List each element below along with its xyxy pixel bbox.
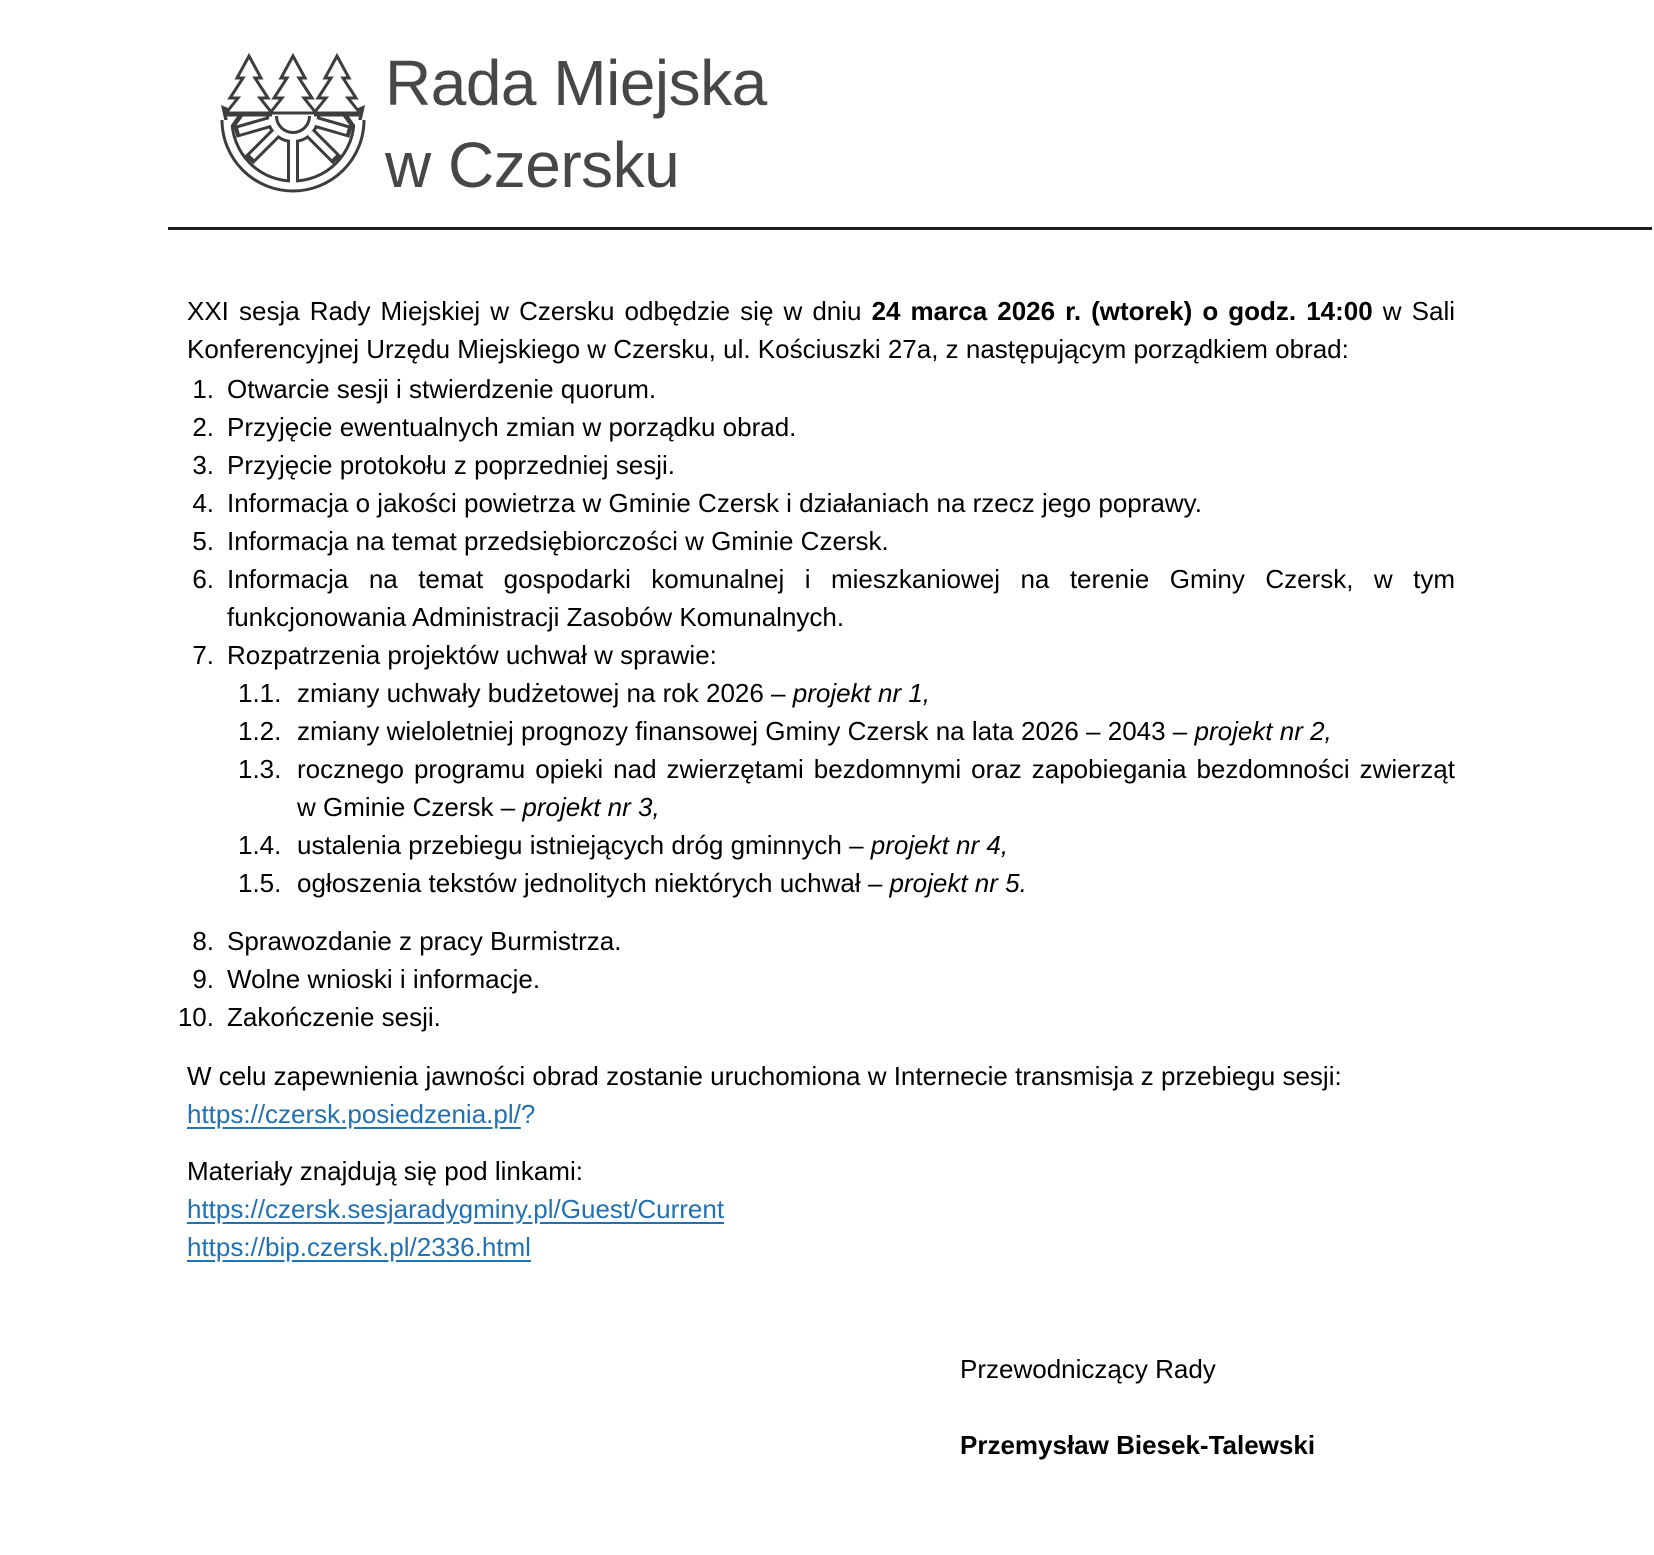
transmission-link-suffix: ? <box>520 1099 536 1129</box>
agenda-item-7 <box>170 636 1455 674</box>
agenda-item-6 <box>170 560 1455 636</box>
item-text: Wolne wnioski i informacje. <box>227 964 541 994</box>
item-number: 3. <box>192 450 214 480</box>
agenda-subitem-1-2 <box>238 712 1455 750</box>
signer-name: Przemysław Biesek-Talewski <box>960 1430 1316 1460</box>
item-text: Przyjęcie protokołu z poprzedniej sesji. <box>227 450 675 480</box>
subitem-text: rocznego programu opieki nad zwierzętami bezdomnymi oraz zapobiegania bezdomności zwierząt w Gminie Czersk – projekt nr 3, <box>297 754 1455 822</box>
intro-paragraph <box>187 292 1455 368</box>
agenda-item-9 <box>170 960 1455 998</box>
intro-lead: XXI sesja Rady Miejskiej w Czersku odbędzie się w dniu <box>187 296 872 326</box>
agenda-subitem-1-5 <box>238 864 1455 902</box>
agenda-subitem-1-3 <box>238 750 1455 826</box>
organization-name <box>385 42 767 206</box>
subitem-text: zmiany wieloletniej prognozy finansowej Gminy Czersk na lata 2026 – 2043 – projekt nr 2, <box>297 716 1332 746</box>
item-text: Informacja na temat przedsiębiorczości w Gminie Czersk. <box>227 526 889 556</box>
signature-block <box>960 1350 1315 1464</box>
agenda-item-2 <box>170 408 1455 446</box>
agenda-item-3 <box>170 446 1455 484</box>
materials-link-sesjaradygminy[interactable]: https://czersk.sesjaradygminy.pl/Guest/Current <box>187 1194 725 1224</box>
materials-link-bip[interactable]: https://bip.czersk.pl/2336.html <box>187 1232 531 1262</box>
subitem-text: ustalenia przebiegu istniejących dróg gminnych – projekt nr 4, <box>297 830 1009 860</box>
agenda-subitem-1-4 <box>238 826 1455 864</box>
subitem-number: 1.4. <box>238 830 282 860</box>
agenda-subitem-1-1 <box>238 674 1455 712</box>
materials-label: Materiały znajdują się pod linkami: <box>187 1156 583 1186</box>
project-reference: projekt nr 2, <box>1194 716 1332 746</box>
project-reference: projekt nr 3, <box>522 792 660 822</box>
agenda-document <box>170 292 1455 1266</box>
intro-tail: w Sali Konferencyjnej Urzędu Miejskiego w Czersku, ul. Kościuszki 27a, z następującym porządkiem obrad: <box>187 296 1456 364</box>
item-text: Sprawozdanie z pracy Burmistrza. <box>227 926 622 956</box>
subitem-number: 1.2. <box>238 716 282 746</box>
item-number: 7. <box>192 640 214 670</box>
agenda-list <box>170 370 1455 1036</box>
agenda-item-8 <box>170 922 1455 960</box>
transmission-link[interactable]: https://czersk.posiedzenia.pl/ <box>187 1099 521 1129</box>
subitem-number: 1.3. <box>238 754 282 784</box>
item-number: 6. <box>192 564 214 594</box>
item-text: Otwarcie sesji i stwierdzenie quorum. <box>227 374 657 404</box>
project-reference: projekt nr 4, <box>870 830 1009 860</box>
transmission-text: W celu zapewnienia jawności obrad zostanie uruchomiona w Internecie transmisja z przebiegu sesji: <box>187 1061 1342 1091</box>
subitem-text: zmiany uchwały budżetowej na rok 2026 – projekt nr 1, <box>297 678 931 708</box>
agenda-item-1 <box>170 370 1455 408</box>
signer-title: Przewodniczący Rady <box>960 1354 1216 1384</box>
item-number: 1. <box>192 374 214 404</box>
item-number: 4. <box>192 488 214 518</box>
item-number: 5. <box>192 526 214 556</box>
transmission-note <box>187 1057 1455 1133</box>
project-reference: projekt nr 5. <box>889 868 1027 898</box>
agenda-item-5 <box>170 522 1455 560</box>
agenda-item-4 <box>170 484 1455 522</box>
item-number: 9. <box>192 964 214 994</box>
project-reference: projekt nr 1, <box>792 678 931 708</box>
item-number: 2. <box>192 412 214 442</box>
materials-note <box>187 1152 1455 1266</box>
item-number: 10. <box>177 1002 214 1032</box>
three-firs-half-wheel-icon <box>219 53 367 195</box>
item-text: Zakończenie sesji. <box>227 1002 441 1032</box>
header-divider <box>168 227 1652 230</box>
item-number: 8. <box>192 926 214 956</box>
intro-date-time: 24 marca 2026 r. (wtorek) o godz. 14:00 <box>871 296 1373 326</box>
org-name-line2: w Czersku <box>385 129 680 201</box>
agenda-item-10 <box>170 998 1455 1036</box>
subitem-text: ogłoszenia tekstów jednolitych niektórych uchwał – projekt nr 5. <box>297 868 1027 898</box>
subitem-number: 1.5. <box>238 868 282 898</box>
czersk-emblem-logo <box>219 53 367 205</box>
item-text: Rozpatrzenia projektów uchwał w sprawie: <box>227 640 717 670</box>
item-text: Informacja o jakości powietrza w Gminie Czersk i działaniach na rzecz jego poprawy. <box>227 488 1202 518</box>
item-text: Przyjęcie ewentualnych zmian w porządku obrad. <box>227 412 797 442</box>
item-text: Informacja na temat gospodarki komunalnej i mieszkaniowej na terenie Gminy Czersk, w tym funkcjonowania Administracji Zasobów Komunalnych. <box>227 564 1455 632</box>
org-name-line1: Rada Miejska <box>385 47 767 119</box>
subitem-number: 1.1. <box>238 678 282 708</box>
